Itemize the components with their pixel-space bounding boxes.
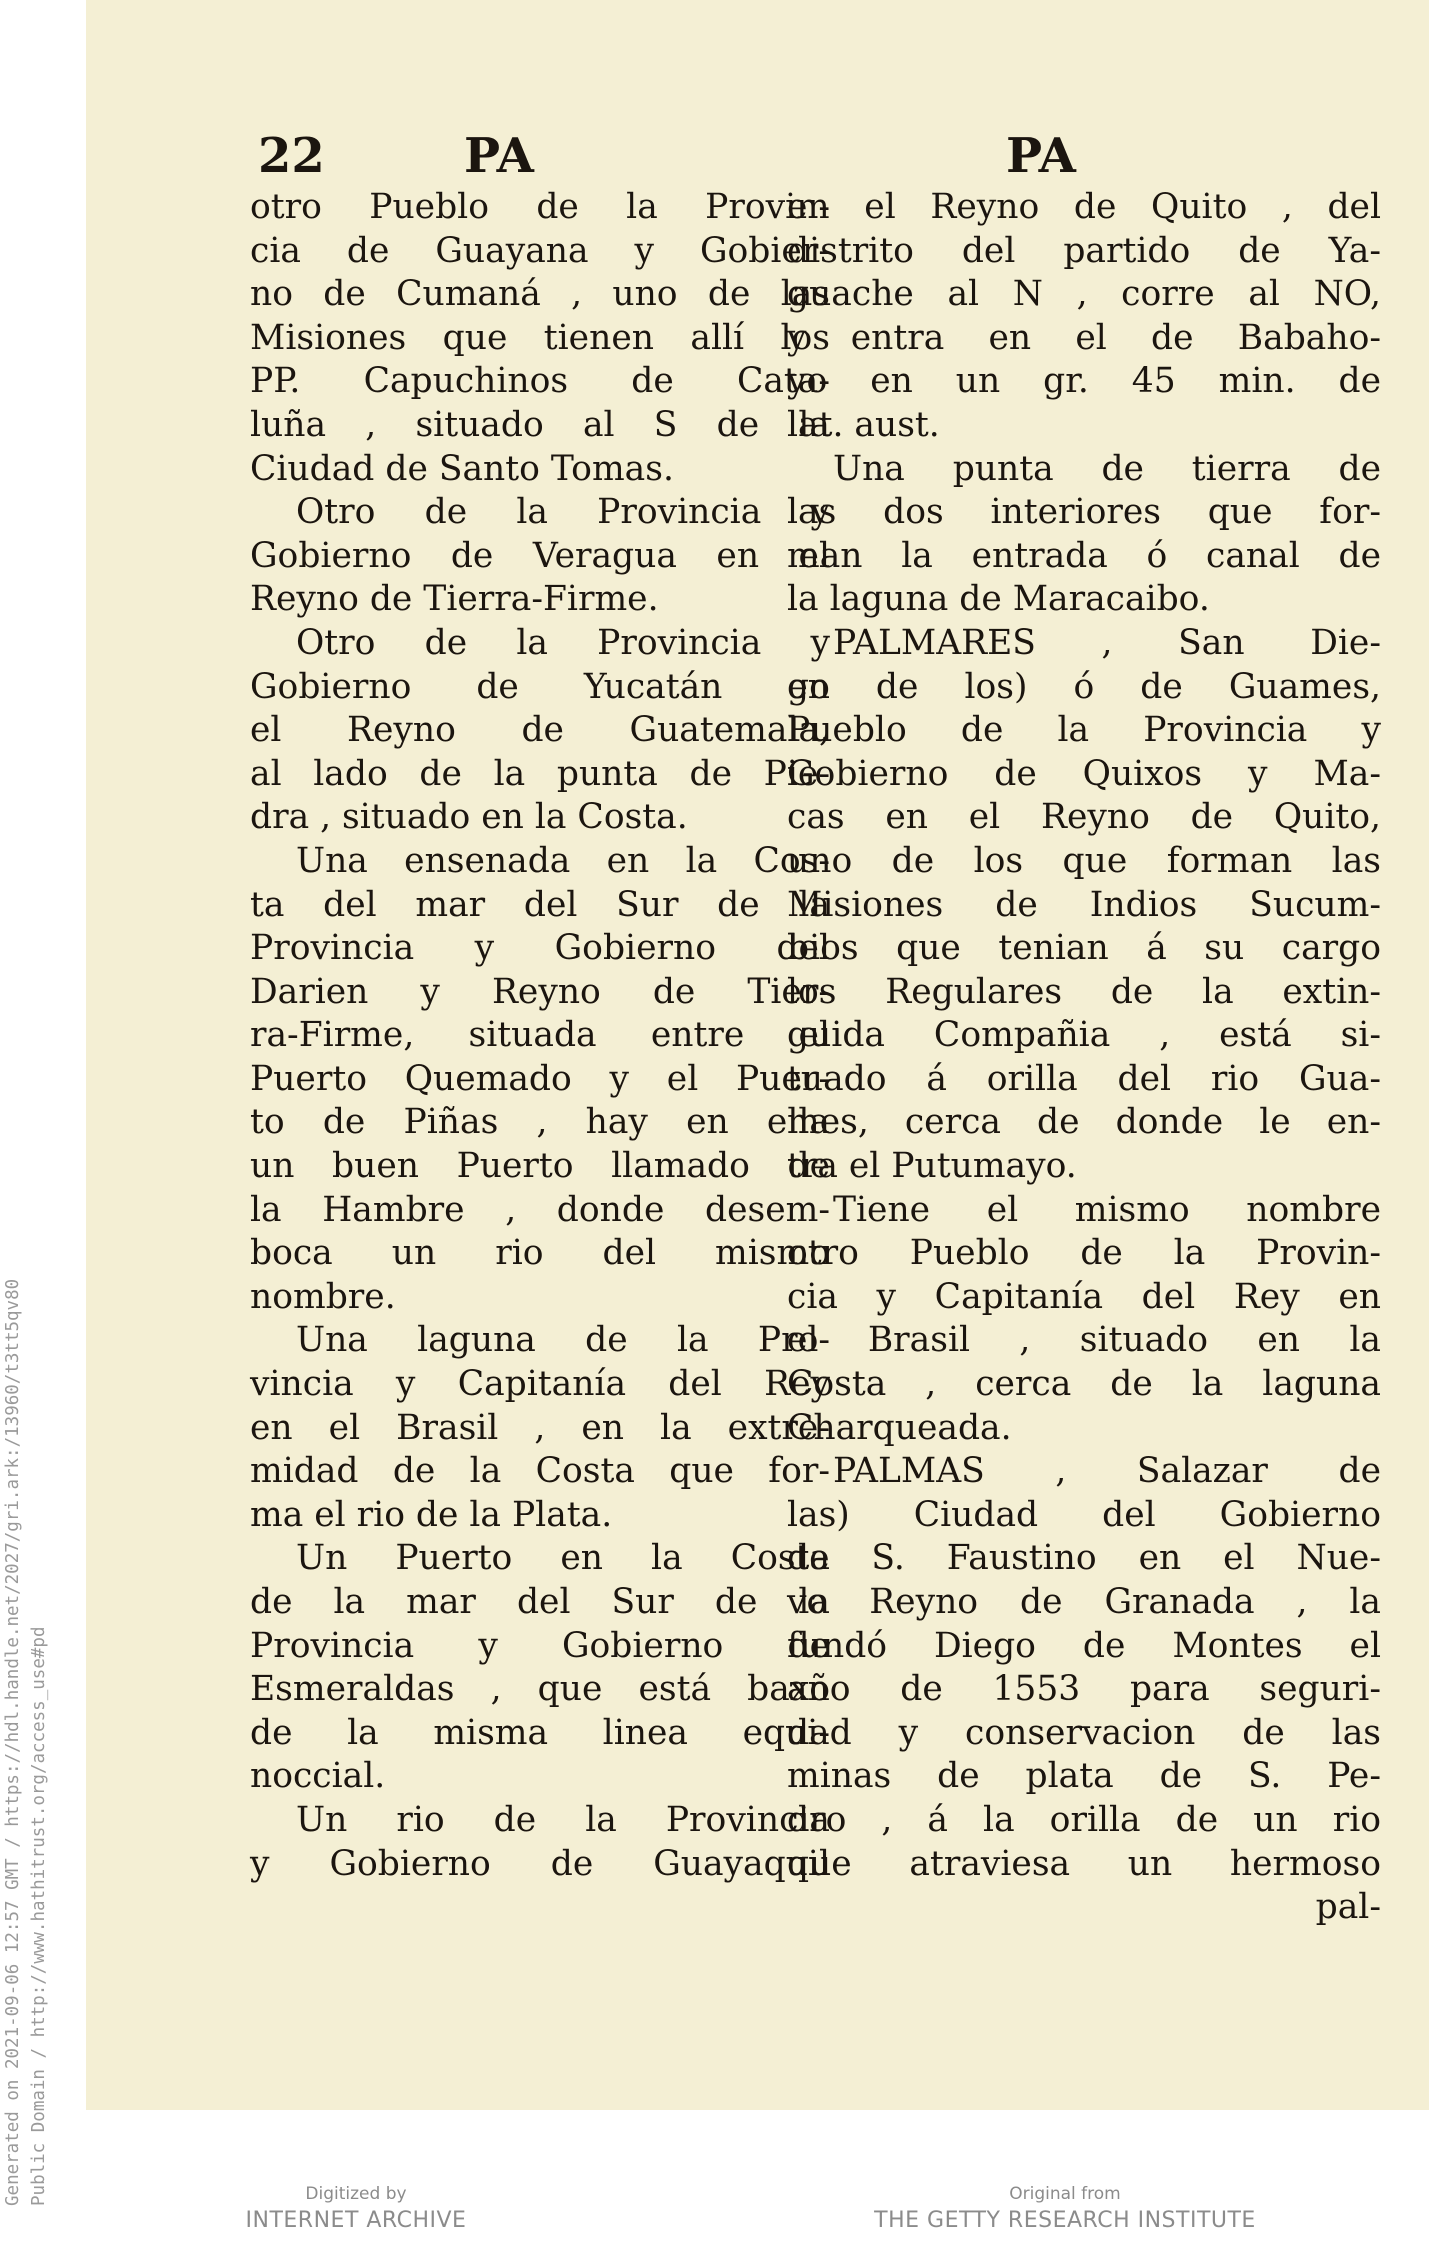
text-line: el Brasil , situado en la	[787, 1320, 1381, 1361]
page-number: 22	[258, 128, 325, 184]
text-line: Esmeraldas , que está baxo	[250, 1669, 830, 1710]
text-line: vo Reyno de Granada , la	[787, 1582, 1381, 1622]
text-line: de la mar del Sur de la	[250, 1582, 830, 1622]
text-line: Reyno de Tierra-Firme.	[250, 579, 659, 620]
text-line: cia de Guayana y Gobier-	[250, 230, 830, 271]
watermark-license-line: Public Domain / http://www.hathitrust.org/access_use#pd	[29, 1626, 49, 2206]
text-line: Una laguna de la Pro-	[296, 1320, 830, 1361]
text-line: Gobierno de Veragua en el	[250, 535, 830, 576]
text-line: minas de plata de S. Pe-	[787, 1756, 1381, 1797]
text-line: ma el rio de la Plata.	[250, 1494, 613, 1535]
right-text-column	[787, 186, 1381, 1930]
text-line: fundó Diego de Montes el	[787, 1625, 1381, 1666]
original-label: Original from	[1009, 2184, 1121, 2204]
text-line: y entra en el de Babaho-	[787, 317, 1381, 358]
text-line: y Gobierno de Guayaquil	[250, 1843, 830, 1884]
text-line: dro , á la orilla de un rio	[787, 1799, 1381, 1840]
text-line: al lado de la punta de Pie-	[250, 753, 830, 794]
text-line: la Hambre , donde desem-	[250, 1189, 830, 1230]
text-line: las) Ciudad del Gobierno	[787, 1494, 1381, 1535]
text-line: boca un rio del mismo	[250, 1233, 830, 1274]
text-line: pal-	[1315, 1887, 1381, 1928]
text-line: Darien y Reyno de Tier-	[250, 971, 830, 1012]
text-line: Una punta de tierra de	[833, 448, 1381, 489]
left-text-column	[250, 186, 830, 1886]
text-line: ra-Firme, situada entre el	[250, 1015, 830, 1056]
text-line: nombre.	[250, 1276, 396, 1317]
text-line: dra , situado en la Costa.	[250, 797, 688, 838]
text-line: otro Pueblo de la Provin-	[787, 1233, 1381, 1274]
text-line: Costa , cerca de la laguna	[787, 1364, 1381, 1405]
text-line: cas en el Reyno de Quito,	[787, 797, 1381, 838]
text-line: midad de la Costa que for-	[250, 1451, 830, 1492]
text-line: mes, cerca de donde le en-	[787, 1102, 1381, 1143]
text-line: que atraviesa un hermoso	[787, 1843, 1381, 1884]
text-line: Un rio de la Provincia	[296, 1799, 830, 1840]
text-line: Provincia y Gobierno de	[250, 1625, 830, 1666]
text-line: Puerto Quemado y el Puer-	[250, 1058, 830, 1099]
text-line: distrito del partido de Ya-	[787, 230, 1381, 271]
digitized-by-credit	[200, 2182, 512, 2236]
digitized-label: Digitized by	[305, 2184, 407, 2204]
text-line: los Regulares de la extin-	[787, 971, 1381, 1012]
text-line: año de 1553 para seguri-	[787, 1669, 1381, 1710]
text-line: de S. Faustino en el Nue-	[787, 1538, 1381, 1579]
access-watermark	[0, 1095, 70, 2210]
text-line: noccial.	[250, 1756, 386, 1797]
text-line: Gobierno de Yucatán en	[250, 666, 830, 707]
text-line: guida Compañia , está si-	[787, 1015, 1381, 1056]
text-line: Charqueada.	[787, 1407, 1012, 1448]
text-line: de la misma linea equi-	[250, 1712, 830, 1753]
text-line: Gobierno de Quixos y Ma-	[787, 753, 1381, 794]
text-line: uno de los que forman las	[787, 840, 1381, 881]
text-line: vincia y Capitanía del Rey	[250, 1364, 830, 1405]
watermark-generated-line: Generated on 2021-09-06 12:57 GMT / https://hdl.handle.net/2027/gri.ark:/13960/t3tt5qv80	[3, 1278, 23, 2206]
text-line: tuado á orilla del rio Gua-	[787, 1058, 1381, 1099]
text-line: un buen Puerto llamado de	[250, 1146, 830, 1187]
text-line: PALMARES , San Die-	[833, 622, 1381, 663]
original-from-credit	[840, 2182, 1290, 2236]
text-line: Otro de la Provincia y	[296, 622, 830, 663]
text-line: Tiene el mismo nombre	[833, 1189, 1381, 1230]
text-line: Provincia y Gobierno del	[250, 928, 830, 969]
text-line: Ciudad de Santo Tomas.	[250, 448, 674, 489]
text-line: dad y conservacion de las	[787, 1712, 1381, 1753]
text-line: lat. aust.	[787, 404, 940, 445]
text-line: Pueblo de la Provincia y	[787, 710, 1381, 751]
text-line: ta del mar del Sur de la	[250, 884, 830, 925]
text-line: en el Brasil , en la extre-	[250, 1407, 830, 1448]
text-line: guache al N , corre al NO,	[787, 274, 1381, 315]
text-line: Una ensenada en la Cos-	[296, 840, 830, 881]
digitized-by-name: INTERNET ARCHIVE	[245, 2208, 467, 2233]
text-line: PALMAS , Salazar de	[833, 1451, 1381, 1492]
text-line: otro Pueblo de la Provin-	[250, 187, 830, 227]
right-running-head: PA	[1006, 128, 1076, 184]
text-line: la laguna de Maracaibo.	[787, 579, 1210, 620]
text-line: bios que tenian á su cargo	[787, 928, 1381, 969]
text-line: luña , situado al S de la	[250, 404, 830, 445]
text-line: PP. Capuchinos de Cata-	[250, 361, 830, 402]
text-line: el Reyno de Guatemala,	[250, 710, 830, 751]
text-line: yo en un gr. 45 min. de	[787, 361, 1381, 402]
text-line: to de Piñas , hay en ella	[250, 1102, 830, 1143]
text-line: Otro de la Provincia y	[296, 492, 830, 533]
text-line: tra el Putumayo.	[787, 1146, 1077, 1187]
left-running-head: PA	[464, 128, 534, 184]
text-line: Un Puerto en la Costa	[296, 1538, 830, 1579]
scanned-page	[86, 0, 1429, 2110]
text-line: go de los) ó de Guames,	[787, 666, 1381, 707]
text-line: Misiones que tienen allí los	[250, 317, 830, 358]
text-line: cia y Capitanía del Rey en	[787, 1276, 1381, 1317]
text-line: las dos interiores que for-	[787, 492, 1381, 533]
text-line: Misiones de Indios Sucum-	[787, 884, 1381, 925]
original-from-name: THE GETTY RESEARCH INSTITUTE	[874, 2208, 1256, 2233]
text-line: no de Cumaná , uno de las	[250, 274, 830, 315]
text-line: man la entrada ó canal de	[787, 535, 1381, 576]
text-line: en el Reyno de Quito , del	[787, 187, 1381, 227]
